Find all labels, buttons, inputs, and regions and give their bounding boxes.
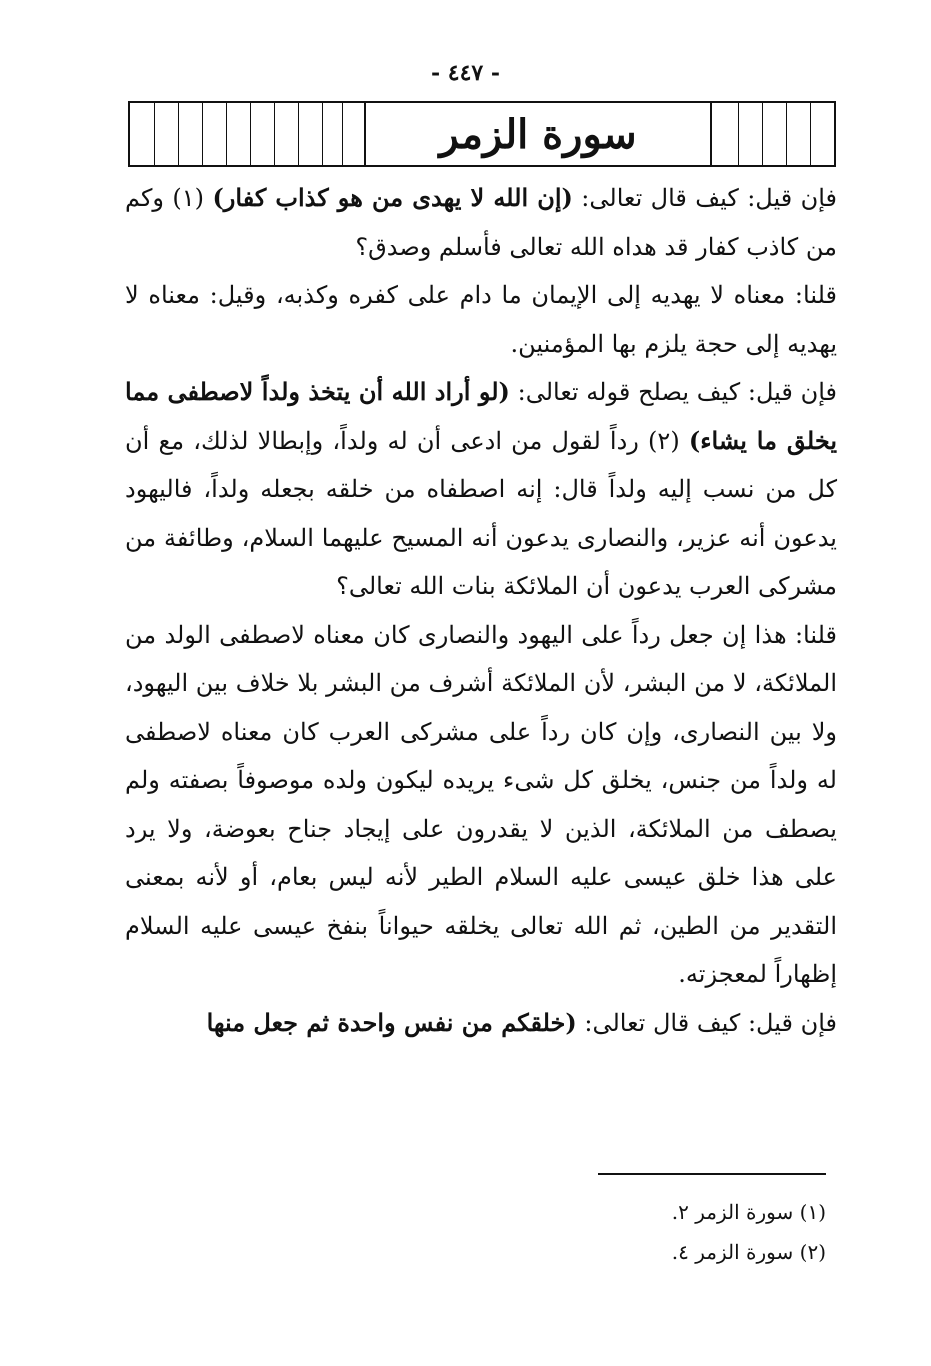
paragraph <box>125 999 837 1048</box>
paragraph <box>125 174 837 271</box>
surah-title-frame <box>128 101 836 167</box>
paragraph-text: (٢) رداً لقول من ادعى أن له ولداً، وإبطالا لذلك، مع أن كل من نسب إليه ولداً قال: إنه اصطفاه من خلقه بجعله ولداً، فاليهود يدعون أنه عزير، والنصارى يدعون أنه المسيح عليهما السلام، وطائفة من مشركى العرب يدعون أن الملائكة بنات الله تعالى؟ <box>125 426 837 600</box>
paragraph <box>125 611 837 999</box>
paragraph-text: قلنا: هذا إن جعل رداً على اليهود والنصارى كان معناه لاصطفى الولد من الملائكة، لا من البشر، لأن الملائكة أشرف من البشر بلا خلاف بين اليهود، ولا بين النصارى، وإن كان رداً على مشركى العرب كان معناه لاصطفى له ولداً من جنس، يخلق كل شىء يريده ليكون ولده موصوفاً بصفته ولم يصطف من الملائكة، الذين لا يقدرون على إيجاد جناح بعوضة، ولا يرد على هذا خلق عيسى عليه السلام الطير لأنه ليس بعام، أو لأنه بمعنى التقدير من الطين، ثم الله تعالى يخلقه حيواناً بنفخ عيسى عليه السلام إظهاراً لمعجزته. <box>125 620 838 988</box>
footnotes <box>526 1192 826 1272</box>
paragraph-text: فإن قيل: كيف قال تعالى: <box>576 1008 837 1037</box>
paragraph-text: فإن قيل: كيف قال تعالى: <box>572 184 838 212</box>
paragraph-text: (١) وكم من كاذب كفار قد هداه الله تعالى فأسلم وصدق؟ <box>125 184 837 261</box>
paragraph <box>125 368 837 611</box>
page-number: - ٤٤٧ - <box>430 60 501 86</box>
quran-quote: (لو أراد الله أن يتخذ ولداً لاصطفى مما يخلق ما يشاء) <box>125 377 837 455</box>
quran-quote: (إن الله لا يهدى من هو كذاب كفار) <box>212 183 573 212</box>
footnote: (٢) سورة الزمر ٤. <box>671 1240 826 1264</box>
footnote: (١) سورة الزمر ٢. <box>671 1200 826 1224</box>
paragraph-text: فإن قيل: كيف يصلح قوله تعالى: <box>509 378 838 406</box>
footnote-divider <box>598 1173 826 1175</box>
surah-title: سورة الزمر <box>439 110 637 158</box>
paragraph-text: قلنا: معناه لا يهديه إلى الإيمان ما دام على كفره وكذبه، وقيل: معناه لا يهديه إلى حجة يلزم بها المؤمنين. <box>125 281 837 358</box>
quran-quote: (خلقكم من نفس واحدة ثم جعل منها <box>206 1007 577 1037</box>
paragraph <box>125 271 837 368</box>
page-body <box>125 174 837 1047</box>
surah-title-box <box>364 101 712 167</box>
